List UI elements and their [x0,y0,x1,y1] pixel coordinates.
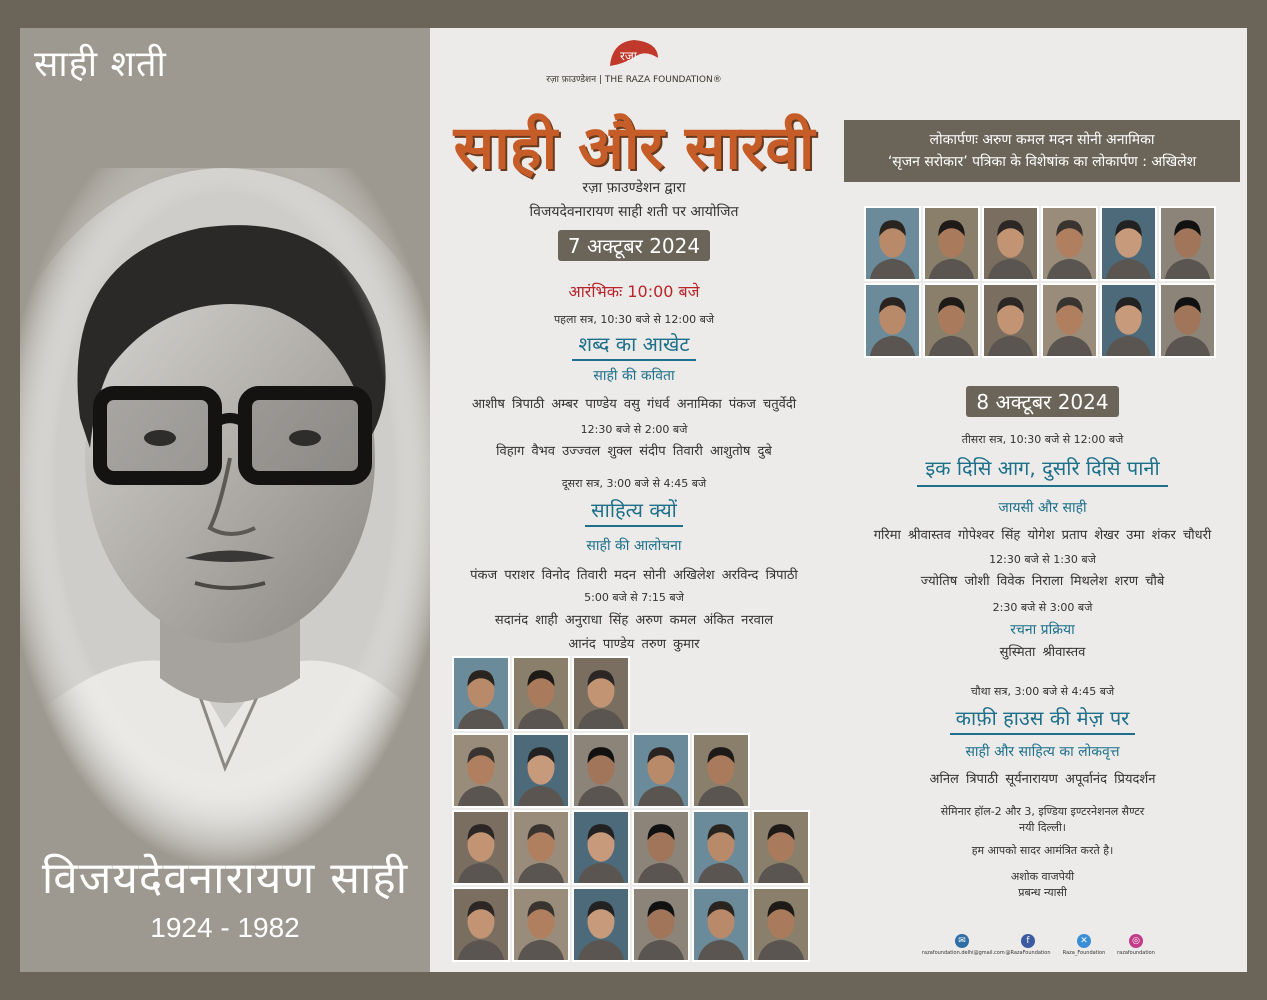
invitation-line: हम आपको सादर आमंत्रित करते है। [971,844,1114,857]
launch-banner [844,120,1240,182]
day-one-panel [430,28,838,972]
event-title: साही और सारवी [453,113,815,183]
session-four-speakers: अनिल त्रिपाठी सूर्यनारायण अपूर्वानंद प्रियदर्शन [929,772,1156,787]
session-one-title: शब्द का आखेट [572,330,695,361]
speaker-photo [752,810,810,885]
opening-time: आरंभिकः 10:00 बजे [568,282,700,301]
speaker-photo [572,887,630,962]
raza-foundation-logo [430,36,838,85]
speaker-photo [572,810,630,885]
speaker-photo [1041,206,1098,281]
occasion-line: विजयदेवनारायण साही शती पर आयोजित [529,204,739,220]
session-one-speakers: आशीष त्रिपाठी अम्बर पाण्डेय वसु गंधर्व अनामिका पंकज चतुर्वेदी [471,397,797,412]
speaker-photo [632,887,690,962]
day-two-panel [838,28,1247,972]
session-two-title: साहित्य क्यों [585,496,683,527]
launch-line-2: ‘सृजन सरोकार’ पत्रिका के विशेषांक का लोकार्पण : अखिलेश [887,154,1197,170]
speaker-photo [632,733,690,808]
session-three-speakers: गरिमा श्रीवास्तव गोपेश्वर सिंह योगेश प्रताप शेखर उमा शंकर चौधरी [873,528,1212,543]
session-three-subtitle-3: रचना प्रक्रिया [1010,622,1075,638]
speaker-photo [512,810,570,885]
session-four-time: चौथा सत्र, 3:00 बजे से 4:45 बजे [970,685,1115,698]
speaker-photo [692,887,750,962]
session-one-subtitle: साही की कविता [593,368,675,384]
speaker-photo [1041,283,1098,358]
speaker-photo [452,887,510,962]
x-twitter-icon: ✕ [1077,934,1091,948]
social-label: razafoundation.delhi@gmail.com [922,950,1005,956]
speaker-photo [452,656,510,731]
venue-line-2: नयी दिल्ली। [1019,821,1066,834]
logo-mark-text: रज़ा [620,49,637,63]
email-icon: ✉ [955,934,969,948]
social-label: @RazaFoundation [1005,950,1051,956]
poet-name: विजयदेवनारायण साही [41,853,409,904]
speaker-photo [512,887,570,962]
session-two-speakers-3: आनंद पाण्डेय तरुण कुमार [568,637,700,652]
speaker-photo [692,733,750,808]
raza-logo-mark-icon [606,36,662,70]
speaker-photo [923,206,980,281]
speaker-photo [452,810,510,885]
session-four-subtitle: साही और साहित्य का लोकवृत्त [965,744,1120,760]
venue-line-1: सेमिनार हॉल-2 और 3, इण्डिया इण्टरनेशनल सैण्टर [940,805,1145,818]
social-instagram[interactable] [1096,928,1176,956]
day-one-date: 7 अक्टूबर 2024 [558,230,710,261]
poet-portrait [20,168,430,868]
series-title: साही शती [34,44,167,85]
session-one-time: पहला सत्र, 10:30 बजे से 12:00 बजे [553,313,715,326]
session-two-time: दूसरा सत्र, 3:00 बजे से 4:45 बजे [561,477,707,490]
speaker-photo [632,810,690,885]
speaker-photo [572,656,630,731]
facebook-icon: f [1021,934,1035,948]
session-three-time: तीसरा सत्र, 10:30 बजे से 12:00 बजे [961,433,1124,446]
session-two-speakers-2: सदानंद शाही अनुराधा सिंह अरुण कमल अंकित नरवाल [494,613,774,628]
speaker-photo [1159,283,1216,358]
session-three-title: इक दिसि आग, दुसरि दिसि पानी [917,454,1167,487]
speaker-photo [572,733,630,808]
speaker-photo [864,283,921,358]
session-three-time-2: 12:30 बजे से 1:30 बजे [989,553,1096,566]
speaker-photo [1100,283,1157,358]
speaker-photo [1100,206,1157,281]
speaker-photo [752,887,810,962]
session-two-subtitle: साही की आलोचना [586,538,682,554]
social-label: razafoundation [1117,950,1155,956]
day-two-date: 8 अक्टूबर 2024 [966,386,1118,417]
signatory-role: प्रबन्ध न्यासी [1018,886,1067,899]
session-three-subtitle: जायसी और साही [998,500,1087,516]
speaker-photo [692,810,750,885]
instagram-icon: ◎ [1129,934,1143,948]
speaker-photo [1159,206,1216,281]
speaker-photo [982,283,1039,358]
speaker-photo [452,733,510,808]
session-four-title: काफ़ी हाउस की मेज़ पर [950,704,1136,735]
poet-years: 1924 - 1982 [150,912,300,943]
signatory-name: अशोक वाजपेयी [1010,870,1075,883]
social-label: Raza_Foundation [1062,950,1106,956]
speaker-photo [923,283,980,358]
session-three-time-3: 2:30 बजे से 3:00 बजे [992,601,1093,614]
session-two-speakers: पंकज पराशर विनोद तिवारी मदन सोनी अखिलेश अरविन्द त्रिपाठी [470,568,798,583]
poet-panel [20,28,430,972]
speaker-photo [982,206,1039,281]
logo-text: रज़ा फ़ाउण्डेशन | THE RAZA FOUNDATION® [546,75,722,85]
session-one-time-2: 12:30 बजे से 2:00 बजे [580,423,688,436]
session-three-speakers-2: ज्योतिष जोशी विवेक निराला मिथलेश शरण चौबे [920,574,1165,589]
session-two-time-2: 5:00 बजे से 7:15 बजे [584,591,684,604]
launch-line-1: लोकार्पणः अरुण कमल मदन सोनी अनामिका [929,132,1155,148]
speaker-photo [864,206,921,281]
session-one-speakers-2: विहाग वैभव उज्ज्वल शुक्ल संदीप तिवारी आशुतोष दुबे [496,444,772,459]
session-three-speakers-3: सुस्मिता श्रीवास्तव [999,645,1086,660]
organizer-line: रज़ा फ़ाउण्डेशन द्वारा [582,180,686,196]
speaker-photo [512,656,570,731]
speaker-photo [512,733,570,808]
